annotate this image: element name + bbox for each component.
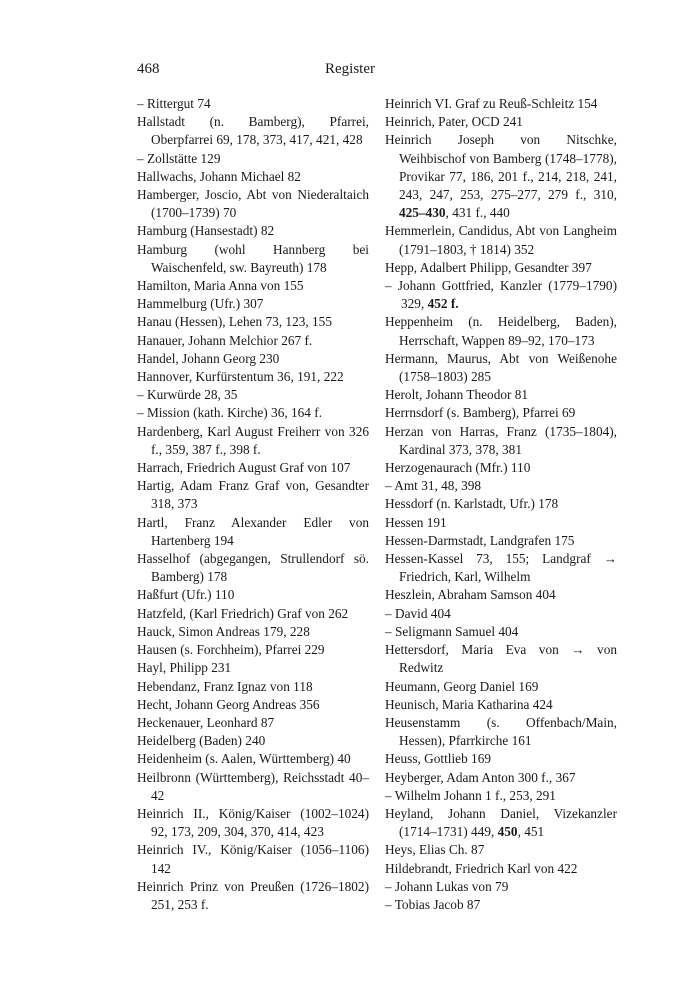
index-entry: Hardenberg, Karl August Freiherr von 326 f., 359, 387 f., 398 f. — [137, 423, 369, 457]
index-entry: Hamburg (Hansestadt) 82 — [137, 223, 275, 239]
index-entry: – Amt 31, 48, 398 — [385, 478, 482, 494]
index-entry: Heyland, Johann Daniel, Vizekanzler (1714–1731) 449, 450, 451 — [385, 805, 617, 840]
index-entry: Heidelberg (Baden) 240 — [137, 733, 266, 749]
page-number: 468 — [137, 61, 160, 77]
index-entry: – Johann Lukas von 79 — [385, 878, 509, 894]
index-entry: – Seligmann Samuel 404 — [385, 623, 519, 639]
index-entry: – Rittergut 74 — [137, 96, 211, 111]
index-entry: Heinrich, Pater, OCD 241 — [385, 114, 523, 130]
index-entry: Herzan von Harras, Franz (1735–1804), Kardinal 373, 378, 381 — [385, 423, 617, 457]
index-entry: Heilbronn (Württemberg), Reichsstadt 40–42 — [137, 769, 369, 803]
index-entry: – Johann Gottfried, Kanzler (1779–1790) 329, 452 f. — [385, 278, 617, 312]
index-entry: Heszlein, Abraham Samson 404 — [385, 587, 556, 603]
index-entry: Hannover, Kurfürstentum 36, 191, 222 — [137, 369, 344, 385]
index-entry: – Wilhelm Johann 1 f., 253, 291 — [385, 787, 556, 803]
index-entry: Hanau (Hessen), Lehen 73, 123, 155 — [137, 314, 332, 330]
index-entry: Heys, Elias Ch. 87 — [385, 842, 485, 858]
index-entry: – Kurwürde 28, 35 — [137, 387, 238, 403]
index-entry: Haßfurt (Ufr.) 110 — [137, 587, 235, 603]
index-entry: Hayl, Philipp 231 — [137, 660, 232, 676]
index-entry: Hamburg (wohl Hannberg bei Waischenfeld, sw. Bayreuth) 178 — [137, 241, 369, 275]
index-entry: Hammelburg (Ufr.) 307 — [137, 296, 264, 312]
index-entry: Hallwachs, Johann Michael 82 — [137, 168, 301, 184]
index-column-right — [385, 95, 617, 914]
index-entry: Handel, Johann Georg 230 — [137, 350, 280, 366]
index-entry: Hessdorf (n. Karlstadt, Ufr.) 178 — [385, 496, 559, 512]
index-entry: Hepp, Adalbert Philipp, Gesandter 397 — [385, 259, 592, 275]
index-entry: – David 404 — [385, 605, 451, 621]
index-entry: Hatzfeld, (Karl Friedrich) Graf von 262 — [137, 605, 349, 621]
index-entry: Hemmerlein, Candidus, Abt von Langheim (1791–1803, † 1814) 352 — [385, 223, 617, 257]
index-entry: Heinrich VI. Graf zu Reuß-Schleitz 154 — [385, 96, 598, 111]
index-entry: Herolt, Johann Theodor 81 — [385, 387, 529, 403]
index-entry: Hauck, Simon Andreas 179, 228 — [137, 623, 310, 639]
index-entry: Hessen-Darmstadt, Landgrafen 175 — [385, 532, 575, 548]
index-entry: Hanauer, Johann Melchior 267 f. — [137, 332, 313, 348]
index-entry: Heuss, Gottlieb 169 — [385, 751, 491, 767]
index-entry: Hartig, Adam Franz Graf von, Gesandter 318, 373 — [137, 478, 369, 512]
index-entry: Heunisch, Maria Katharina 424 — [385, 696, 553, 712]
index-entry: Heidenheim (s. Aalen, Württemberg) 40 — [137, 751, 351, 767]
index-entry: Heumann, Georg Daniel 169 — [385, 678, 539, 694]
index-entry: Heppenheim (n. Heidelberg, Baden), Herrschaft, Wappen 89–92, 170–173 — [385, 314, 617, 348]
index-entry: Heckenauer, Leonhard 87 — [137, 714, 275, 730]
index-entry: Harrach, Friedrich August Graf von 107 — [137, 460, 351, 476]
running-head: Register — [325, 61, 375, 77]
index-entry: Herzogenaurach (Mfr.) 110 — [385, 460, 531, 476]
index-entry: Heyberger, Adam Anton 300 f., 367 — [385, 769, 576, 785]
index-column-left — [137, 95, 369, 914]
index-entry: Herrnsdorf (s. Bamberg), Pfarrei 69 — [385, 405, 576, 421]
index-entry: Hermann, Maurus, Abt von Weißenohe (1758–1803) 285 — [385, 350, 617, 385]
index-entry: Heinrich IV., König/Kaiser (1056–1106) 142 — [137, 842, 369, 876]
index-entry: Hasselhof (abgegangen, Strullendorf sö. Bamberg) 178 — [137, 551, 369, 585]
index-entry: Heinrich Prinz von Preußen (1726–1802) 251, 253 f. — [137, 878, 369, 912]
index-entry: Heinrich Joseph von Nitschke, Weihbischof von Bamberg (1748–1778), Provikar 77, 186, 201 f., 214, 218, 241, 243, 247, 253, 275–277, 279 f., 310, 425–430, 431 f., 440 — [385, 132, 617, 221]
index-entry: Hessen 191 — [385, 514, 447, 530]
index-entry: Hamberger, Joscio, Abt von Niederaltaich (1700–1739) 70 — [137, 187, 369, 221]
index-entry: Hecht, Johann Georg Andreas 356 — [137, 696, 320, 712]
index-entry: Heusenstamm (s. Offenbach/Main, Hessen), Pfarrkirche 161 — [385, 714, 617, 749]
index-entry: Hettersdorf, Maria Eva von → von Redwitz — [385, 642, 617, 676]
index-entry: Hessen-Kassel 73, 155; Landgraf → Friedrich, Karl, Wilhelm — [385, 551, 617, 585]
index-entry: Hebendanz, Franz Ignaz von 118 — [137, 678, 313, 694]
index-entry: Hildebrandt, Friedrich Karl von 422 — [385, 860, 578, 876]
index-entry: Hallstadt (n. Bamberg), Pfarrei, Oberpfarrei 69, 178, 373, 417, 421, 428 — [137, 114, 369, 148]
index-entry: – Mission (kath. Kirche) 36, 164 f. — [137, 405, 323, 421]
index-entry: Heinrich II., König/Kaiser (1002–1024) 92, 173, 209, 304, 370, 414, 423 — [137, 805, 369, 840]
index-entry: – Tobias Jacob 87 — [385, 896, 481, 912]
index-entry: Hartl, Franz Alexander Edler von Hartenberg 194 — [137, 514, 369, 548]
index-entry: Hamilton, Maria Anna von 155 — [137, 278, 304, 294]
index-entry: – Zollstätte 129 — [137, 150, 221, 166]
index-entry: Hausen (s. Forchheim), Pfarrei 229 — [137, 642, 325, 658]
